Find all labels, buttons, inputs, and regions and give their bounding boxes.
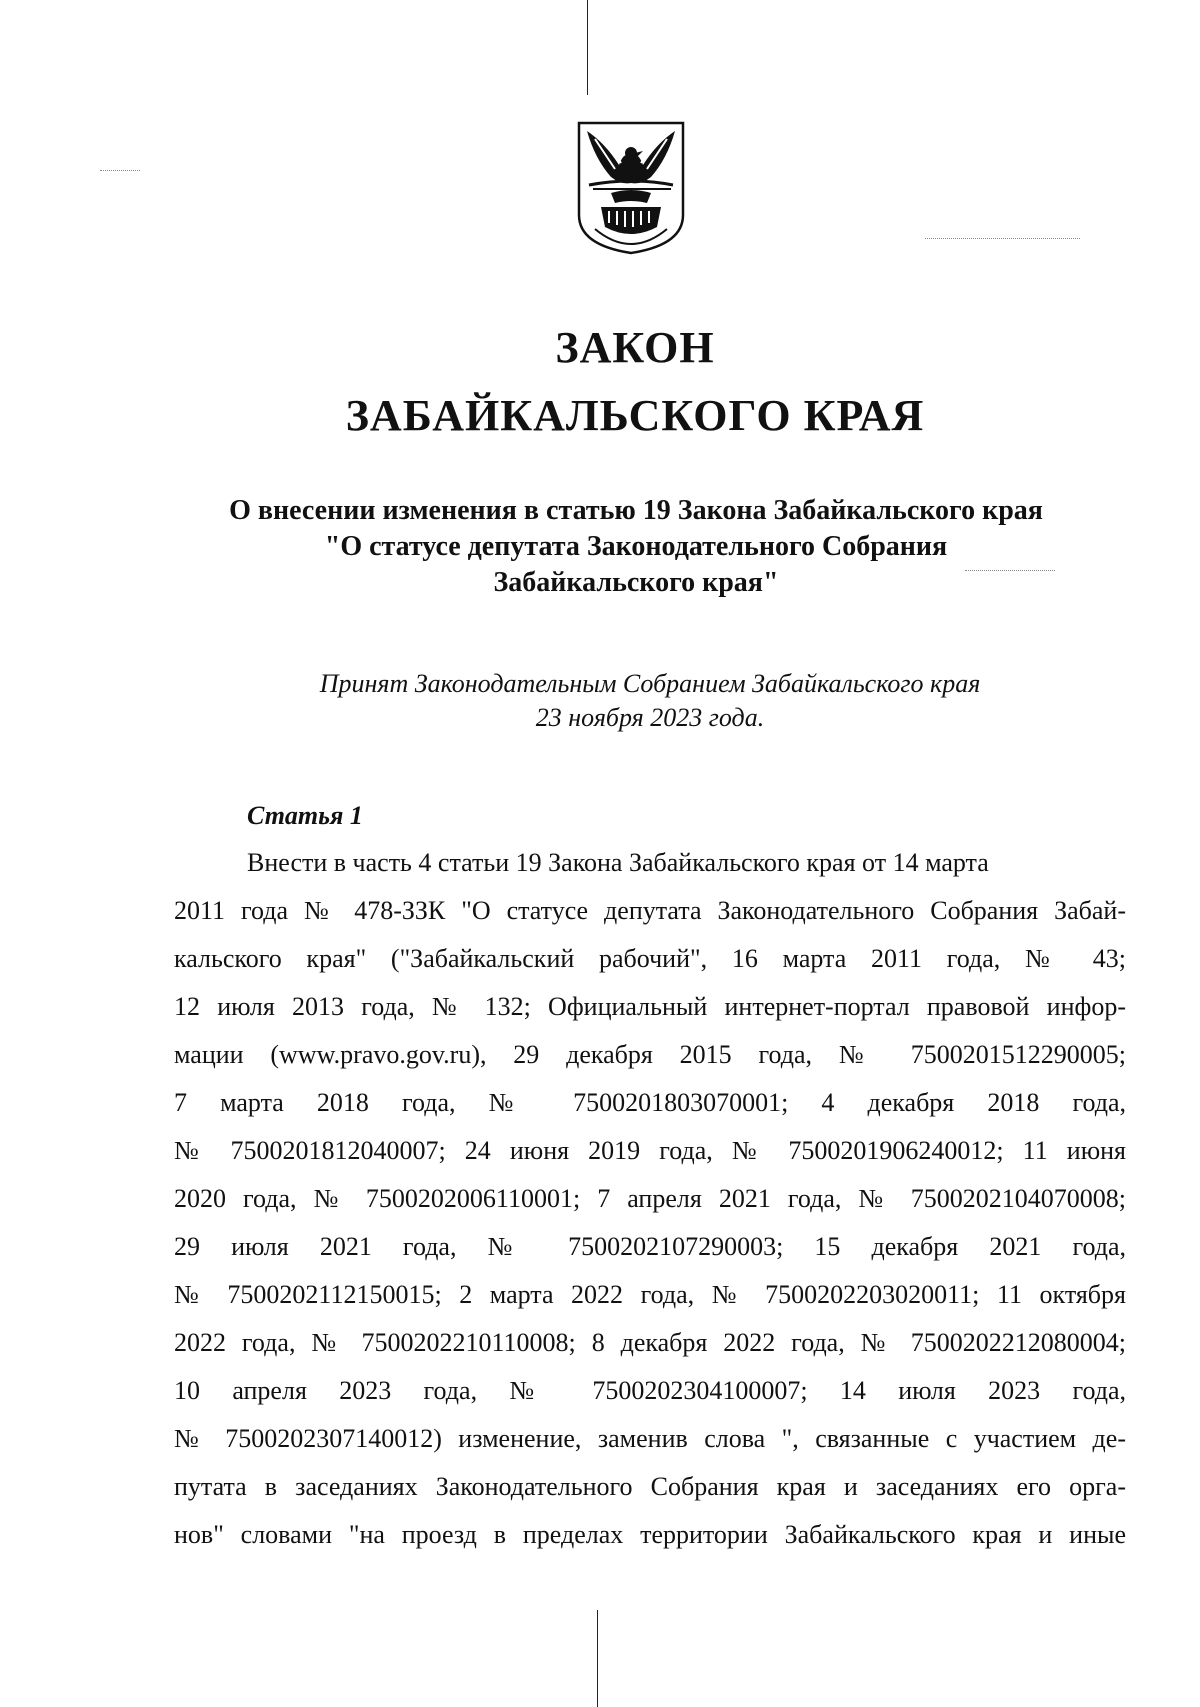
body-line: № 7500201812040007; 24 июня 2019 года, № 7500201906240012; 11 июня: [174, 1136, 1126, 1165]
body-line: 10 апреля 2023 года, № 7500202304100007; 14 июля 2023 года,: [174, 1376, 1126, 1405]
body-line: нов" словами "на проезд в пределах территории Забайкальского края и иные: [174, 1520, 1126, 1549]
body-line: № 7500202307140012) изменение, заменив слова ", связанные с участием де-: [174, 1424, 1126, 1453]
adoption-note-line: Принят Законодательным Собранием Забайкальского края: [319, 669, 981, 698]
scan-edge-line-top: [587, 0, 588, 95]
body-line: 2011 года № 478-ЗЗК "О статусе депутата Законодательного Собрания Забай-: [174, 896, 1126, 925]
body-line: № 7500202112150015; 2 марта 2022 года, № 7500202203020011; 11 октября: [174, 1280, 1126, 1309]
body-line: 2022 года, № 7500202210110008; 8 декабря 2022 года, № 7500202212080004;: [174, 1328, 1126, 1357]
article-heading: Статья 1: [247, 801, 363, 830]
body-line: Внести в часть 4 статьи 19 Закона Забайкальского края от 14 марта: [247, 848, 989, 877]
scan-edge-line-bottom: [597, 1610, 598, 1707]
scan-speckle: [925, 238, 1080, 239]
law-subtitle-line: "О статусе депутата Законодательного Собрания: [324, 531, 948, 562]
body-line: 2020 года, № 7500202006110001; 7 апреля 2021 года, № 7500202104070008;: [174, 1184, 1126, 1213]
body-line: 7 марта 2018 года, № 7500201803070001; 4 декабря 2018 года,: [174, 1088, 1126, 1117]
law-subtitle-line: О внесении изменения в статью 19 Закона Забайкальского края: [229, 495, 1043, 526]
body-line: 29 июля 2021 года, № 7500202107290003; 15 декабря 2021 года,: [174, 1232, 1126, 1261]
law-title-line1: ЗАКОН: [555, 323, 715, 372]
body-line: 12 июля 2013 года, № 132; Официальный интернет-портал правовой инфор-: [174, 992, 1126, 1021]
body-line: кальского края" ("Забайкальский рабочий", 16 марта 2011 года, № 43;: [174, 944, 1126, 973]
adoption-note-line: 23 ноября 2023 года.: [535, 703, 765, 732]
body-line: мации (www.pravo.gov.ru), 29 декабря 2015 года, № 7500201512290005;: [174, 1040, 1126, 1069]
law-subtitle-line: Забайкальского края": [493, 567, 779, 598]
coat-of-arms-icon: [575, 119, 687, 257]
body-line: путата в заседаниях Законодательного Собрания края и заседаниях его орга-: [174, 1472, 1126, 1501]
article-body: [174, 839, 1126, 1559]
law-title-line2: ЗАБАЙКАЛЬСКОГО КРАЯ: [345, 391, 925, 440]
scan-speckle: [100, 170, 140, 171]
